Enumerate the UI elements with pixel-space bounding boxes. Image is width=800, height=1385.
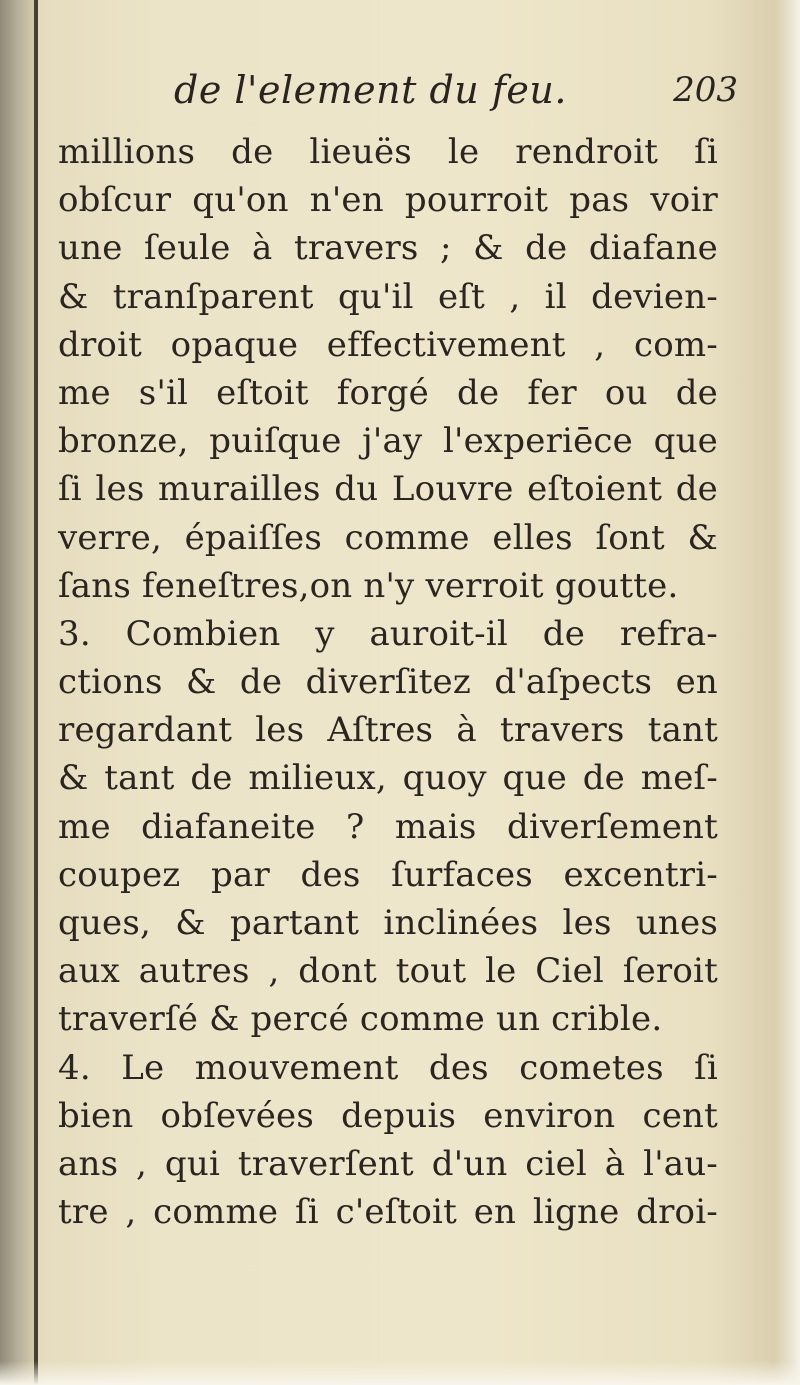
text-line: ſans feneſtres,on n'y verroit goutte. bbox=[58, 565, 679, 606]
page-right-edge bbox=[774, 0, 800, 1385]
page-gutter bbox=[0, 0, 34, 1385]
text-line: ques, & partant inclinées les unes bbox=[58, 903, 718, 943]
page-bottom-edge bbox=[0, 1361, 800, 1385]
text-line: & tant de milieux, quoy que de meſ- bbox=[58, 758, 718, 799]
text-line: traverſé & percé comme un crible. bbox=[58, 999, 663, 1040]
text-line: 3. Combien y auroit-il de refra- bbox=[58, 613, 718, 654]
text-line: millions de lieuës le rendroit ſi bbox=[58, 132, 718, 172]
text-line: verre, épaiſſes comme elles ſont & bbox=[58, 517, 718, 558]
text-line: coupez par des ſurfaces excentri- bbox=[58, 854, 718, 895]
text-line: obſcur qu'on n'en pourroit pas voir bbox=[58, 180, 718, 221]
text-line: bronze, puiſque j'ay l'experiēce que bbox=[58, 421, 718, 462]
text-line: bien obſevées depuis environ cent bbox=[58, 1095, 718, 1136]
text-line: une ſeule à travers ; & de diafane bbox=[58, 228, 718, 269]
page-header bbox=[58, 68, 738, 120]
text-line: ſi les murailles du Louvre eſtoient de bbox=[58, 469, 718, 510]
page-number: 203 bbox=[673, 70, 738, 110]
text-line: & tranſparent qu'il eſt , il devien- bbox=[58, 276, 718, 317]
text-line: ans , qui traverſent d'un ciel à l'au- bbox=[58, 1143, 718, 1184]
binding-edge bbox=[34, 0, 38, 1385]
text-line: ctions & de diverſitez d'aſpects en bbox=[58, 662, 718, 703]
text-line: tre , comme ſi c'eſtoit en ligne droi- bbox=[58, 1192, 718, 1233]
body-text bbox=[58, 128, 718, 1236]
running-title: de l'element du feu. bbox=[174, 68, 567, 112]
text-line: 4. Le mouvement des cometes ſi bbox=[58, 1047, 718, 1088]
text-line: me diafaneite ? mais diverſement bbox=[58, 806, 718, 847]
text-line: aux autres , dont tout le Ciel ſeroit bbox=[58, 951, 718, 992]
text-line: regardant les Aſtres à travers tant bbox=[58, 710, 718, 751]
text-line: me s'il eſtoit forgé de fer ou de bbox=[58, 372, 718, 413]
text-line: droit opaque effectivement , com- bbox=[58, 324, 718, 365]
